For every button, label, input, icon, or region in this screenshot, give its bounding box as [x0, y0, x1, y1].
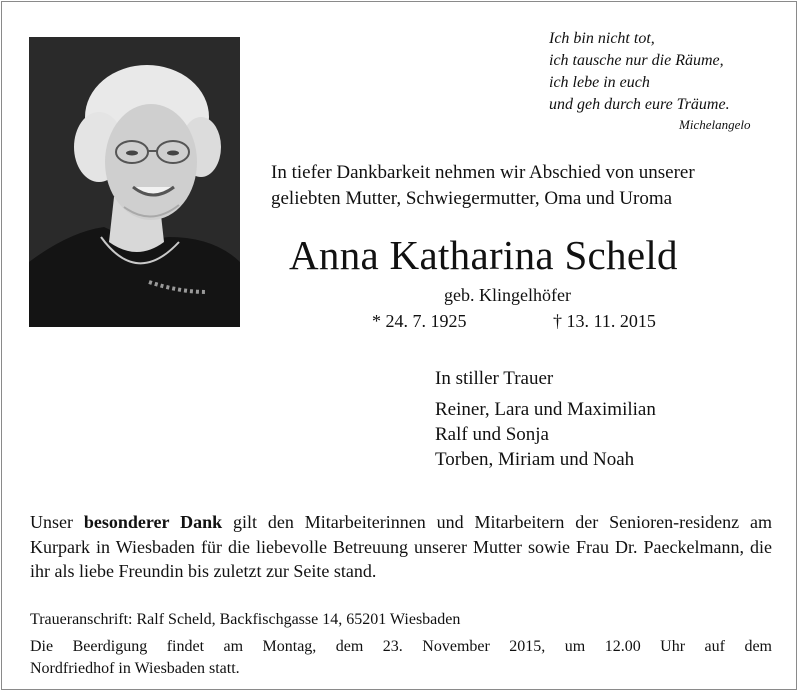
- thanks-rest: gilt den Mitarbeiterinnen und Mitarbeitern der Senioren-residenz am Kurpark in Wiesbaden für die liebevolle Betreuung unserer Mutter sowie Frau Dr. Paeckelmann, die ihr als liebe Freundin bis zuletzt zur Seite stand.: [30, 512, 772, 581]
- funeral-line: Die Beerdigung findet am Montag, dem 23. November 2015, um 12.00 Uhr auf dem: [30, 638, 772, 655]
- quote-line: ich tausche nur die Räume,: [549, 52, 724, 69]
- deceased-name: Anna Katharina Scheld: [289, 232, 678, 278]
- quote-author: Michelangelo: [679, 117, 751, 132]
- mourner-entry: Torben, Miriam und Noah: [435, 449, 635, 470]
- mourner-entry: Reiner, Lara und Maximilian: [435, 399, 656, 420]
- mourning-heading: In stiller Trauer: [435, 368, 554, 389]
- intro-line: In tiefer Dankbarkeit nehmen wir Abschied von unserer: [271, 162, 695, 183]
- quote: [549, 28, 730, 116]
- birth-date: * 24. 7. 1925: [372, 311, 467, 331]
- mourners-list: [435, 397, 656, 472]
- maiden-name: geb. Klingelhöfer: [444, 285, 571, 305]
- intro-line: geliebten Mutter, Schwiegermutter, Oma und Uroma: [271, 188, 673, 209]
- funeral-info: [30, 636, 772, 680]
- mourner-entry: Ralf und Sonja: [435, 424, 549, 445]
- intro-text: [271, 160, 695, 212]
- thanks-bold: besonderer Dank: [83, 512, 223, 532]
- funeral-line: Nordfriedhof in Wiesbaden statt.: [30, 660, 240, 677]
- thanks-prefix: Unser: [30, 512, 84, 532]
- thanks-paragraph: [30, 510, 772, 584]
- quote-line: Ich bin nicht tot,: [549, 30, 655, 47]
- portrait-photo: [29, 37, 240, 327]
- quote-line: ich lebe in euch: [549, 74, 650, 91]
- death-date: † 13. 11. 2015: [553, 311, 656, 331]
- quote-line: und geh durch eure Träume.: [549, 96, 730, 113]
- mourning-address: Traueranschrift: Ralf Scheld, Backfischgasse 14, 65201 Wiesbaden: [30, 611, 461, 628]
